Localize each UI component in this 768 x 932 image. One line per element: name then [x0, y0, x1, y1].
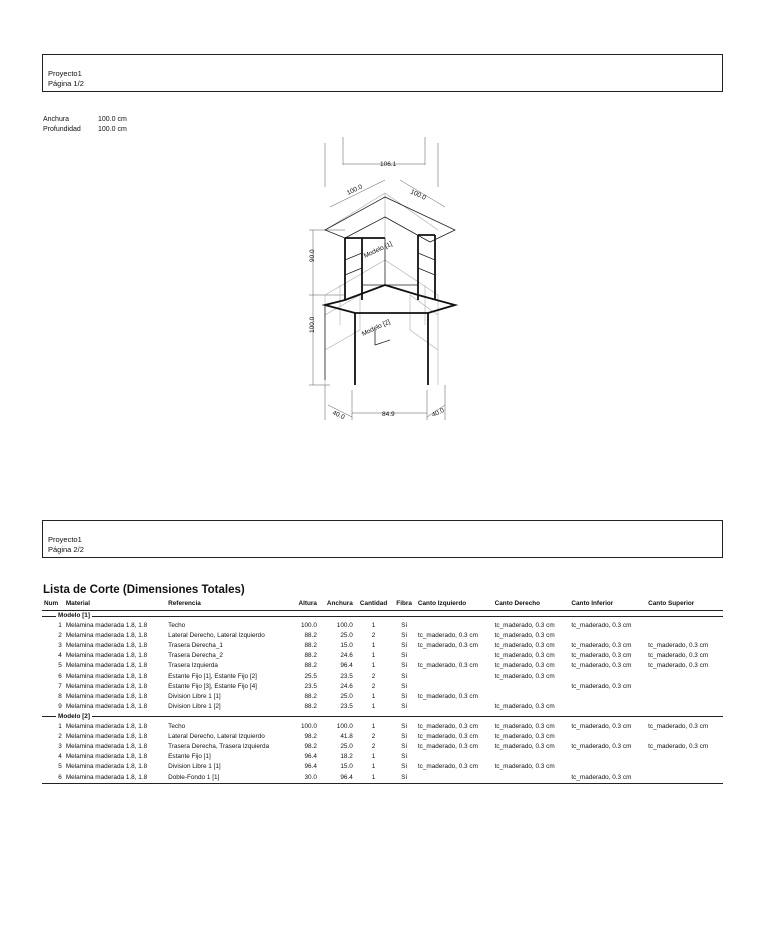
table-cell: tc_maderado, 0.3 cm	[494, 743, 555, 751]
table-cell: Sí	[401, 642, 408, 650]
table-row	[42, 661, 723, 671]
table-cell: Melamina maderada 1.8, 1.8	[65, 652, 148, 660]
table-cell	[646, 672, 723, 682]
table-cell: 2	[371, 672, 376, 680]
table-cell: Sí	[401, 652, 408, 660]
overall-dimensions	[43, 115, 127, 134]
table-cell: Sí	[401, 662, 408, 670]
table-cell: tc_maderado, 0.3 cm	[494, 642, 555, 650]
table-cell	[646, 682, 723, 692]
project-name: Proyecto1	[48, 535, 82, 544]
table-cell: tc_maderado, 0.3 cm	[494, 632, 555, 640]
table-cell: 23.5	[304, 682, 317, 690]
table-cell: Lateral Derecho, Lateral Izquierdo	[168, 632, 265, 640]
dim-right-diag-text: 100.0	[409, 188, 427, 202]
table-cell	[646, 702, 723, 712]
group-divider	[42, 716, 56, 717]
table-cell: tc_maderado, 0.3 cm	[494, 723, 555, 731]
column-header: Cantidad	[355, 598, 393, 611]
table-cell: Sí	[401, 723, 408, 731]
table-cell: tc_maderado, 0.3 cm	[494, 702, 555, 710]
table-cell	[646, 762, 723, 772]
column-header: Anchura	[319, 598, 355, 611]
table-cell: 100.0	[300, 622, 317, 630]
table-cell: 1	[371, 702, 376, 710]
cut-list-table	[42, 598, 723, 784]
table-cell: 2	[58, 733, 62, 741]
table-cell: 96.4	[304, 763, 317, 771]
dim-bottom-right-text: 40.0	[430, 407, 446, 419]
table-cell: Melamina maderada 1.8, 1.8	[65, 702, 148, 710]
table-cell: Melamina maderada 1.8, 1.8	[64, 773, 166, 784]
dim-bottom-left-text: 40.0	[331, 409, 346, 422]
table-cell	[416, 621, 493, 631]
table-cell: 1	[371, 753, 376, 761]
group-header	[42, 712, 723, 722]
table-cell	[493, 682, 570, 692]
table-cell	[646, 631, 723, 641]
ghost-structure	[325, 193, 438, 385]
table-cell: tc_maderado, 0.3 cm	[648, 652, 709, 660]
table-cell: tc_maderado, 0.3 cm	[648, 743, 709, 751]
table-cell: Sí	[401, 672, 408, 680]
table-cell	[493, 692, 570, 702]
table-cell: Sí	[401, 733, 408, 741]
table-cell: 1	[371, 652, 376, 660]
table-cell: 2	[371, 632, 376, 640]
table-cell: tc_maderado, 0.3 cm	[417, 662, 478, 670]
table-row	[42, 651, 723, 661]
table-cell	[569, 752, 646, 762]
table-cell: 25.0	[340, 743, 353, 751]
table-cell: tc_maderado, 0.3 cm	[417, 763, 478, 771]
table-cell	[416, 702, 493, 712]
table-cell	[416, 672, 493, 682]
table-cell: tc_maderado, 0.3 cm	[417, 723, 478, 731]
table-cell: 96.4	[304, 753, 317, 761]
table-cell: 88.2	[304, 652, 317, 660]
table-cell: 23.5	[340, 702, 353, 710]
column-header: Canto Derecho	[493, 598, 570, 611]
table-cell: Sí	[401, 622, 408, 630]
table-cell: 3	[58, 743, 62, 751]
column-header: Material	[64, 598, 166, 611]
table-cell	[569, 672, 646, 682]
table-cell: Lateral Derecho, Lateral Izquierdo	[168, 733, 265, 741]
project-name: Proyecto1	[48, 69, 82, 78]
table-cell	[646, 621, 723, 631]
table-cell: 96.4	[340, 662, 353, 670]
table-cell: tc_maderado, 0.3 cm	[494, 733, 555, 741]
table-cell: tc_maderado, 0.3 cm	[571, 622, 632, 630]
table-cell: 41.8	[340, 733, 353, 741]
table-cell: 1	[371, 692, 376, 700]
table-cell: Melamina maderada 1.8, 1.8	[65, 743, 148, 751]
table-cell: tc_maderado, 0.3 cm	[494, 672, 555, 680]
table-cell: Techo	[168, 622, 186, 630]
table-cell	[416, 651, 493, 661]
cut-list-title: Lista de Corte (Dimensiones Totales)	[43, 584, 245, 596]
table-cell: tc_maderado, 0.3 cm	[417, 632, 478, 640]
table-cell: tc_maderado, 0.3 cm	[571, 662, 632, 670]
table-cell: Sí	[392, 773, 416, 784]
table-cell: Trasera Derecha_2	[168, 652, 223, 660]
table-cell: tc_maderado, 0.3 cm	[494, 662, 555, 670]
table-cell: 2	[58, 632, 62, 640]
table-cell: Melamina maderada 1.8, 1.8	[65, 622, 148, 630]
table-cell: 25.0	[340, 692, 353, 700]
table-cell: 1	[371, 642, 376, 650]
label-model-1: Modelo [1]	[362, 240, 394, 260]
table-cell: Melamina maderada 1.8, 1.8	[65, 682, 148, 690]
table-cell: 5	[58, 763, 62, 771]
column-header: Fibra	[392, 598, 416, 611]
table-cell: Trasera Derecha_1	[168, 642, 223, 650]
table-cell: Trasera Izquierda	[168, 662, 218, 670]
column-header: Canto Izquierdo	[416, 598, 493, 611]
table-cell: 6	[58, 672, 62, 680]
table-cell: 25.0	[340, 632, 353, 640]
group-row	[42, 712, 723, 722]
dim-bottom-text: 84.9	[382, 411, 395, 418]
group-row	[42, 611, 723, 622]
table-cell: tc_maderado, 0.3 cm	[648, 662, 709, 670]
table-cell: Techo	[168, 723, 186, 731]
table-cell: tc_maderado, 0.3 cm	[571, 723, 632, 731]
table-cell: 6	[42, 773, 64, 784]
table-cell: 100.0	[336, 723, 353, 731]
group-divider	[92, 716, 723, 717]
label-model-2: Modelo [2]	[360, 318, 392, 338]
table-cell	[416, 752, 493, 762]
table-cell: 1	[355, 773, 393, 784]
dimension-value: 100.0 cm	[98, 116, 127, 123]
table-cell: tc_maderado, 0.3 cm	[417, 692, 478, 700]
table-cell: 25.5	[304, 672, 317, 680]
model-2-desk	[325, 285, 455, 385]
group-divider	[92, 616, 723, 617]
table-cell: 2	[371, 743, 376, 751]
table-cell	[569, 702, 646, 712]
table-cell	[569, 692, 646, 702]
group-name: Modelo [1]	[58, 612, 90, 619]
table-row	[42, 692, 723, 702]
table-cell	[416, 773, 493, 784]
table-cell: 1	[58, 622, 62, 630]
column-header: Referencia	[166, 598, 292, 611]
table-row	[42, 762, 723, 772]
table-cell: Melamina maderada 1.8, 1.8	[65, 692, 148, 700]
table-cell: tc_maderado, 0.3 cm	[417, 743, 478, 751]
furniture-drawing	[300, 135, 470, 430]
table-row	[42, 722, 723, 732]
table-header-row	[42, 598, 723, 611]
table-cell	[646, 773, 723, 784]
table-cell: tc_maderado, 0.3 cm	[571, 642, 632, 650]
table-cell: 18.2	[340, 753, 353, 761]
dimension-label: Profundidad	[43, 125, 81, 133]
table-cell: 88.2	[304, 642, 317, 650]
table-cell: tc_maderado, 0.3 cm	[417, 733, 478, 741]
table-cell: tc_maderado, 0.3 cm	[494, 763, 555, 771]
table-cell: Estante Fijo [3], Estante Fijo [4]	[168, 682, 257, 690]
group-header	[42, 611, 723, 621]
table-cell	[569, 762, 646, 772]
table-cell: 2	[371, 733, 376, 741]
table-cell: Estante Fijo [1], Estante Fijo [2]	[168, 672, 257, 680]
table-cell: Estante Fijo [1]	[168, 753, 211, 761]
table-cell: Sí	[401, 692, 408, 700]
table-row	[42, 672, 723, 682]
column-header: Canto Inferior	[569, 598, 646, 611]
column-header: Num	[42, 598, 64, 611]
page2-header	[42, 520, 723, 558]
table-cell	[493, 752, 570, 762]
table-cell: tc_maderado, 0.3 cm	[417, 642, 478, 650]
table-cell	[569, 732, 646, 742]
group-name: Modelo [2]	[58, 712, 90, 720]
table-cell: 98.2	[304, 743, 317, 751]
table-cell: tc_maderado, 0.3 cm	[571, 743, 632, 751]
table-cell: Sí	[401, 753, 408, 761]
table-cell: 15.0	[340, 763, 353, 771]
table-cell: 8	[58, 692, 62, 700]
table-cell: Sí	[401, 702, 408, 710]
dim-top-text: 106.1	[380, 161, 397, 168]
dimension-row	[43, 115, 127, 125]
dim-height-upper-text: 90.0	[309, 249, 316, 262]
table-row	[42, 682, 723, 692]
table-cell: 30.0	[292, 773, 319, 784]
table-cell: Division Libre 1 [1]	[168, 763, 221, 771]
table-row	[42, 752, 723, 762]
table-cell: Melamina maderada 1.8, 1.8	[65, 672, 148, 680]
table-cell: Melamina maderada 1.8, 1.8	[65, 642, 148, 650]
table-cell	[416, 682, 493, 692]
table-cell	[646, 692, 723, 702]
table-row	[42, 702, 723, 712]
table-cell: Melamina maderada 1.8, 1.8	[65, 763, 148, 771]
table-cell: 88.2	[304, 632, 317, 640]
table-cell: Melamina maderada 1.8, 1.8	[65, 723, 148, 731]
table-cell: 3	[58, 642, 62, 650]
table-cell: Sí	[401, 763, 408, 771]
column-header: Altura	[292, 598, 319, 611]
table-cell: 1	[371, 622, 376, 630]
table-cell: 24.6	[340, 652, 353, 660]
table-row	[42, 773, 723, 784]
table-cell: tc_maderado, 0.3 cm	[571, 652, 632, 660]
table-cell: tc_maderado, 0.3 cm	[494, 652, 555, 660]
table-cell: 2	[371, 682, 376, 690]
column-header: Canto Superior	[646, 598, 723, 611]
dimension-label: Anchura	[43, 116, 70, 123]
dimension-lines	[309, 137, 445, 420]
table-cell	[569, 631, 646, 641]
page1-header	[42, 54, 723, 92]
table-cell: Sí	[401, 743, 408, 751]
table-row	[42, 742, 723, 752]
table-cell: 100.0	[300, 723, 317, 731]
table-cell: tc_maderado, 0.3 cm	[494, 622, 555, 630]
table-cell: 7	[58, 682, 62, 690]
table-cell: Sí	[401, 632, 408, 640]
table-cell: 5	[58, 662, 62, 670]
table-cell: Division Libre 1 [1]	[168, 692, 221, 700]
table-cell: tc_maderado, 0.3 cm	[569, 773, 646, 784]
table-cell: 96.4	[319, 773, 355, 784]
table-row	[42, 621, 723, 631]
table-cell: 24.6	[340, 682, 353, 690]
table-cell: 1	[58, 723, 62, 731]
table-cell: 4	[58, 652, 62, 660]
table-cell: Melamina maderada 1.8, 1.8	[65, 662, 148, 670]
table-cell	[646, 732, 723, 742]
table-cell: Division Libre 1 [2]	[168, 702, 221, 710]
table-cell: Melamina maderada 1.8, 1.8	[65, 733, 148, 741]
table-cell: 100.0	[336, 622, 353, 630]
table-cell: 88.2	[304, 702, 317, 710]
dim-left-diag-text: 100.0	[345, 183, 364, 197]
table-cell: 88.2	[304, 692, 317, 700]
table-cell	[493, 773, 570, 784]
table-cell	[646, 752, 723, 762]
table-cell: tc_maderado, 0.3 cm	[648, 642, 709, 650]
table-cell: tc_maderado, 0.3 cm	[571, 682, 632, 690]
page-number: Página 1/2	[48, 79, 84, 88]
table-cell: 98.2	[304, 733, 317, 741]
table-row	[42, 631, 723, 641]
table-row	[42, 732, 723, 742]
table-cell: 88.2	[304, 662, 317, 670]
table-cell: tc_maderado, 0.3 cm	[648, 723, 709, 731]
group-divider	[42, 616, 56, 617]
table-cell: 1	[371, 662, 376, 670]
table-cell: Melamina maderada 1.8, 1.8	[65, 632, 148, 640]
table-cell: Doble-Fondo 1 [1]	[166, 773, 292, 784]
table-cell: 15.0	[340, 642, 353, 650]
dimension-row	[43, 125, 127, 135]
cut-list-body	[42, 611, 723, 784]
table-cell: Melamina maderada 1.8, 1.8	[65, 753, 148, 761]
table-cell: Trasera Derecha, Trasera Izquierda	[168, 743, 270, 751]
table-cell: 9	[58, 702, 62, 710]
page-number: Página 2/2	[48, 545, 84, 554]
table-cell: 23.5	[340, 672, 353, 680]
table-row	[42, 641, 723, 651]
table-cell: 1	[371, 763, 376, 771]
dimension-value: 100.0 cm	[98, 125, 127, 133]
table-cell: 1	[371, 723, 376, 731]
table-cell: 4	[58, 753, 62, 761]
table-cell: Sí	[401, 682, 408, 690]
dim-height-lower-text: 100.0	[309, 316, 316, 333]
